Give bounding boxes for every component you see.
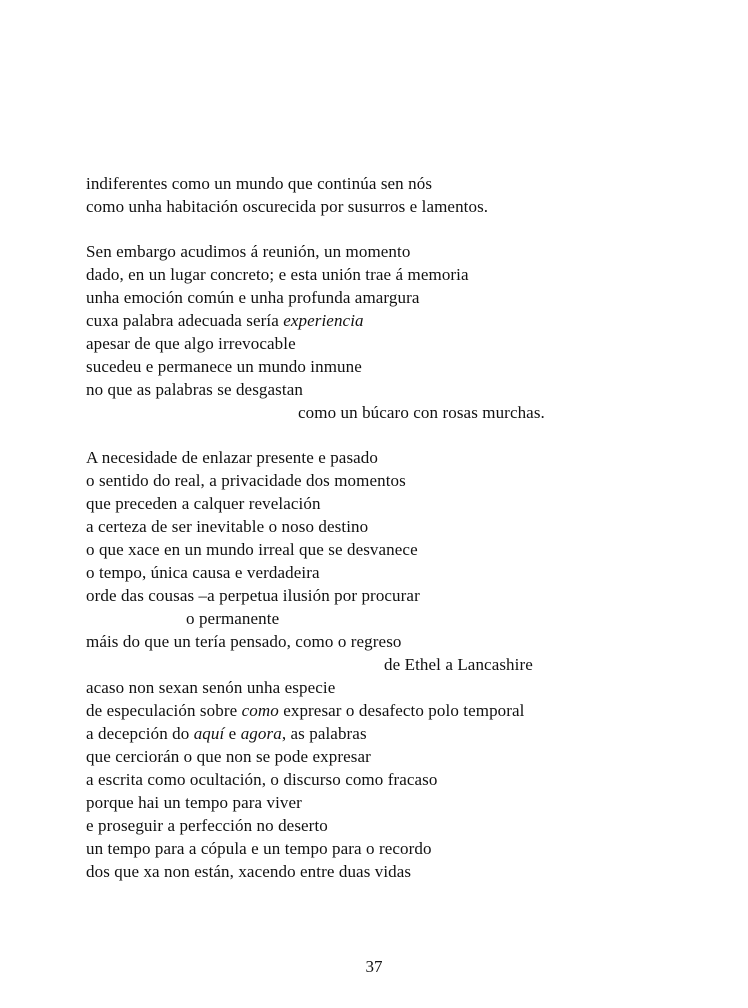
poem-line (86, 699, 706, 722)
poem-line: máis do que un tería pensado, como o regreso (86, 632, 402, 651)
poem-line: dos que xa non están, xacendo entre duas vidas (86, 862, 412, 881)
poem-line: a certeza de ser inevitable o noso destino (86, 517, 369, 536)
poem-line-text: expresar o desafecto polo temporal (278, 701, 525, 720)
poem-line-text: cuxa palabra adecuada sería (86, 311, 284, 330)
poem-line-text: de especulación sobre (86, 701, 242, 720)
poem-line: que preceden a calquer revelación (86, 494, 321, 513)
poem-line: un tempo para a cópula e un tempo para o recordo (86, 839, 432, 858)
italic-word: aquí (193, 724, 225, 743)
poem-line: que cerciorán o que non se pode expresar (86, 747, 371, 766)
poem-line: A necesidade de enlazar presente e pasado (86, 448, 379, 467)
poem-line: a escrita como ocultación, o discurso como fracaso (86, 770, 438, 789)
poem-line: acaso non sexan senón unha especie (86, 678, 336, 697)
poem-line-text: e (224, 724, 241, 743)
poem-line: dado, en un lugar concreto; e esta unión trae á memoria (86, 265, 469, 284)
poem-line: orde das cousas –a perpetua ilusión por procurar (86, 586, 420, 605)
poem-line: apesar de que algo irrevocable (86, 334, 296, 353)
poem-line: e proseguir a perfección no deserto (86, 816, 328, 835)
poem-line-text: a decepción do (86, 724, 194, 743)
poem-line: como unha habitación oscurecida por susurros e lamentos. (86, 197, 489, 216)
poem-line: sucedeu e permanece un mundo inmune (86, 357, 362, 376)
poem-line (86, 722, 706, 745)
italic-word: como (241, 701, 279, 720)
poem-line: o que xace en un mundo irreal que se desvanece (86, 540, 418, 559)
poem-line-indented: o permanente (186, 609, 280, 628)
poem-line: o sentido do real, a privacidade dos momentos (86, 471, 406, 490)
stanza-break (86, 218, 706, 240)
poem-line: no que as palabras se desgastan (86, 380, 303, 399)
poem-line-indented: de Ethel a Lancashire (384, 655, 533, 674)
poem-line: indiferentes como un mundo que continúa sen nós (86, 174, 433, 193)
poem-line: porque hai un tempo para viver (86, 793, 302, 812)
page-number: 37 (365, 957, 383, 976)
poem-line (86, 309, 706, 332)
poem-line: Sen embargo acudimos á reunión, un momento (86, 242, 411, 261)
poem-text (86, 172, 706, 883)
poem-line: unha emoción común e unha profunda amargura (86, 288, 420, 307)
poem-line-indented: como un búcaro con rosas murchas. (298, 403, 545, 422)
poem-line-text: , as palabras (281, 724, 367, 743)
italic-word: agora (240, 724, 282, 743)
poem-line: o tempo, única causa e verdadeira (86, 563, 320, 582)
italic-word: experiencia (283, 311, 364, 330)
stanza-break (86, 424, 706, 446)
